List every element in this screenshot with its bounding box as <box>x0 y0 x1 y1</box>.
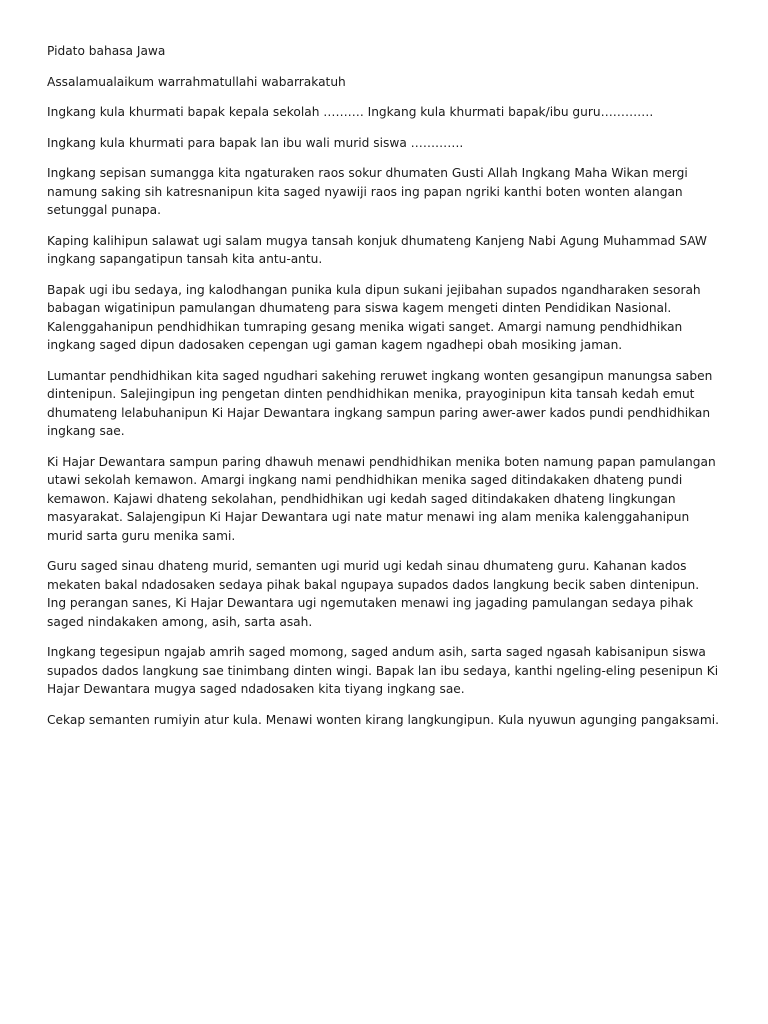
paragraph-ki-hajar-legacy: Lumantar pendhidhikan kita saged ngudhari sakehing reruwet ingkang wonten gesangipun manungsa saben dintenipun. Salejingipun ing pengetan dinten pendhidhikan menika, prayoginipun kita tansah kedah emut dhumateng lelabuhanipun Ki Hajar Dewantara ingkang sampun paring awer-awer kados pundi pendhidhikan ingkang sae. <box>47 368 713 438</box>
paragraph-salutation-teachers: Ingkang kula khurmati bapak kepala sekolah ………. Ingkang kula khurmati bapak/ibu guru…………. <box>47 105 654 119</box>
paragraph-gratitude: Ingkang sepisan sumangga kita ngaturaken raos sokur dhumaten Gusti Allah Ingkang Maha Wikan mergi namung saking sih katresnanipun kita saged nyawiji raos ing papan ngriki kanthi boten wonten alangan setunggal punapa. <box>47 166 688 217</box>
document-title: Pidato bahasa Jawa <box>47 44 166 58</box>
paragraph-salutation-parents: Ingkang kula khurmati para bapak lan ibu wali murid siswa …………. <box>47 135 464 150</box>
paragraph-greeting: Assalamualaikum warrahmatullahi wabarrakatuh <box>47 74 346 89</box>
paragraph-education-everywhere: Ki Hajar Dewantara sampun paring dhawuh menawi pendhidhikan menika boten namung papan pamulangan utawi sekolah kemawon. Amargi ingkang nami pendhidhikan menika saged ditindakaken dhateng pundi kemawon. Kajawi dhateng sekolahan, pendhidhikan ugi kedah saged ditindakaken dhateng lingkungan masyarakat. Salajengipun Ki Hajar Dewantara ugi nate matur menawi ing alam menika kalenggahanipun murid sarta guru menika sami. <box>47 454 716 543</box>
paragraph-meaning: Ingkang tegesipun ngajab amrih saged momong, saged andum asih, sarta saged ngasah kabisanipun siswa supados dados langkung sae tinimbang dinten wingi. Bapak lan ibu sedaya, kanthi ngeling-eling pesenipun Ki Hajar Dewantara mugya saged ndadosaken kita tiyang ingkang sae. <box>47 645 719 696</box>
paragraph-education-importance: Bapak ugi ibu sedaya, ing kalodhangan punika kula dipun sukani jejibahan supados ngandharaken sesorah babagan wigatinipun pamulangan dhumateng para siswa kagem mengeti dinten Pendidikan Nasional. Kalenggahanipun pendhidhikan tumraping gesang menika wigati sanget. Amargi namung pendhidhikan ingkang saged dipun dadosaken cepengan ugi gaman kagem ngadhepi obah mosiking jaman. <box>47 282 701 352</box>
paragraph-closing: Cekap semanten rumiyin atur kula. Menawi wonten kirang langkungipun. Kula nyuwun agunging pangaksami. <box>47 712 720 727</box>
paragraph-teacher-student: Guru saged sinau dhateng murid, semanten ugi murid ugi kedah sinau dhumateng guru. Kahanan kados mekaten bakal ndadosaken sedaya pihak bakal ngupaya supados dados langkung becik saben dintenipun. Ing perangan sanes, Ki Hajar Dewantara ugi ngemutaken menawi ing jagading pamulangan sedaya pihak saged nindakaken among, asih, sarta asah. <box>47 559 700 629</box>
paragraph-salawat: Kaping kalihipun salawat ugi salam mugya tansah konjuk dhumateng Kanjeng Nabi Agung Muhammad SAW ingkang sapangatipun tansah kita antu-antu. <box>47 233 707 266</box>
